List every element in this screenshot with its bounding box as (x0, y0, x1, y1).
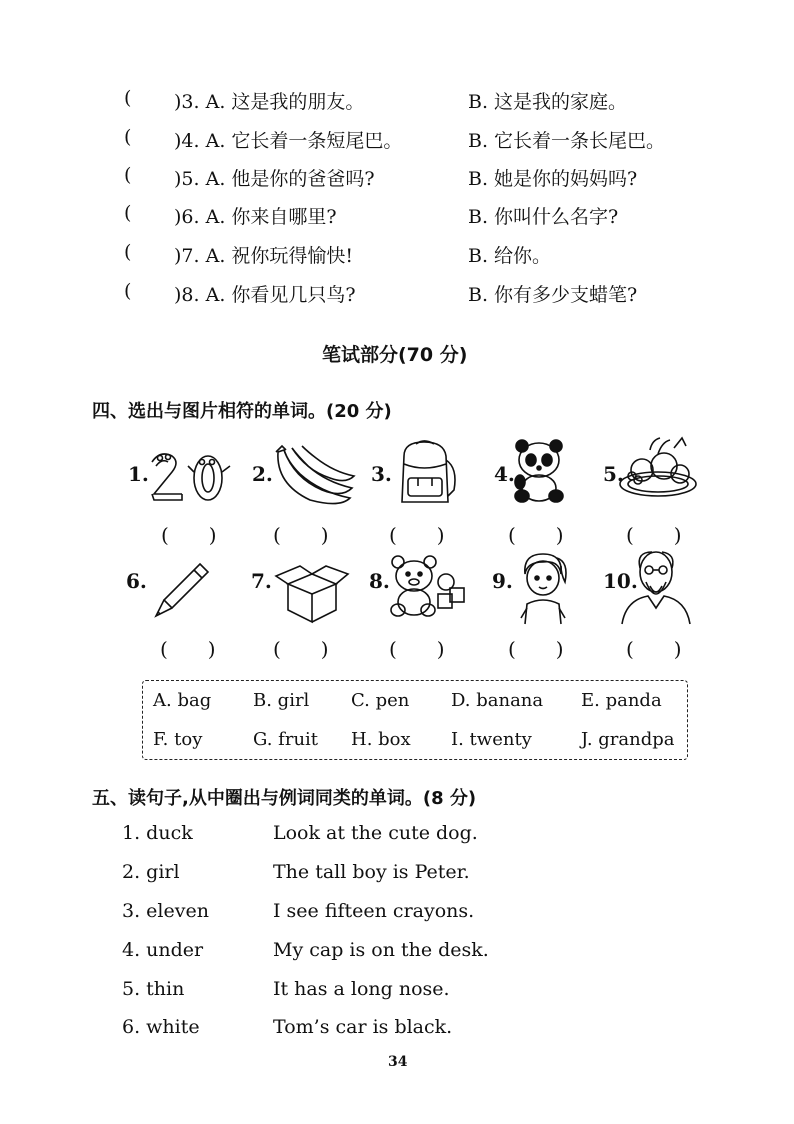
picture-number: 7. (251, 569, 272, 593)
panda-icon (510, 438, 568, 504)
answer-blank[interactable]: ( ) (273, 523, 329, 547)
answer-blank[interactable]: ( ) (626, 523, 682, 547)
picture-number: 3. (371, 462, 392, 486)
example-word: 2. girl (122, 861, 180, 883)
word-option: A. bag (153, 690, 212, 711)
section4-heading: 四、选出与图片相符的单词。(20 分) (92, 401, 392, 422)
word-option: G. fruit (253, 729, 319, 750)
backpack-icon (390, 438, 462, 510)
picture-number: 5. (603, 462, 624, 486)
question-number: )6. A. 你来自哪里? (174, 206, 337, 228)
question-number: )5. A. 他是你的爸爸吗? (174, 168, 375, 190)
example-word: 6. white (122, 1016, 200, 1038)
sentence: Look at the cute dog. (273, 822, 478, 844)
picture-number: 6. (126, 569, 147, 593)
answer-blank[interactable]: ( ) (161, 523, 217, 547)
number-twenty-icon (146, 448, 234, 506)
answer-blank[interactable]: ( ) (508, 523, 564, 547)
word-option: F. toy (153, 729, 203, 750)
option-b: B. 她是你的妈妈吗? (468, 168, 638, 190)
answer-blank[interactable]: ( ) (273, 637, 329, 661)
question-number: )4. A. 它长着一条短尾巴。 (174, 130, 403, 152)
fruit-plate-icon (618, 436, 698, 500)
written-section-title: 笔试部分(70 分) (322, 344, 468, 366)
answer-paren-open: ( (124, 241, 132, 263)
picture-number: 4. (494, 462, 515, 486)
question-number: )7. A. 祝你玩得愉快! (174, 245, 354, 267)
page-number: 34 (388, 1054, 408, 1070)
question-number: )8. A. 你看见几只鸟? (174, 284, 356, 306)
example-word: 5. thin (122, 978, 185, 1000)
banana-icon (270, 444, 356, 510)
picture-number: 1. (128, 462, 149, 486)
option-b: B. 这是我的家庭。 (468, 91, 628, 113)
picture-number: 8. (369, 569, 390, 593)
word-option: B. girl (253, 690, 310, 711)
answer-paren-open: ( (124, 164, 132, 186)
picture-number: 9. (492, 569, 513, 593)
option-b: B. 给你。 (468, 245, 552, 267)
option-b: B. 你叫什么名字? (468, 206, 619, 228)
word-option: J. grandpa (581, 729, 675, 750)
answer-paren-open: ( (124, 87, 132, 109)
box-icon (274, 560, 350, 624)
word-option: H. box (351, 729, 411, 750)
answer-blank[interactable]: ( ) (626, 637, 682, 661)
teddy-bear-toy-icon (388, 554, 468, 618)
pen-icon (152, 560, 212, 620)
sentence: It has a long nose. (273, 978, 450, 1000)
word-option: D. banana (451, 690, 544, 711)
sentence: My cap is on the desk. (273, 939, 489, 961)
question-number: )3. A. 这是我的朋友。 (174, 91, 365, 113)
example-word: 1. duck (122, 822, 193, 844)
answer-paren-open: ( (124, 280, 132, 302)
answer-paren-open: ( (124, 202, 132, 224)
example-word: 4. under (122, 939, 204, 961)
example-word: 3. eleven (122, 900, 209, 922)
sentence: I see fifteen crayons. (273, 900, 475, 922)
picture-number: 2. (252, 462, 273, 486)
option-b: B. 它长着一条长尾巴。 (468, 130, 666, 152)
answer-blank[interactable]: ( ) (508, 637, 564, 661)
section5-heading: 五、读句子,从中圈出与例词同类的单词。(8 分) (92, 788, 477, 809)
answer-blank[interactable]: ( ) (160, 637, 216, 661)
sentence: Tom’s car is black. (273, 1016, 453, 1038)
word-option: C. pen (351, 690, 410, 711)
option-b: B. 你有多少支蜡笔? (468, 284, 638, 306)
picture-number: 10. (603, 569, 638, 593)
word-option: E. panda (581, 690, 662, 711)
answer-paren-open: ( (124, 126, 132, 148)
sentence: The tall boy is Peter. (273, 861, 470, 883)
girl-icon (515, 552, 571, 626)
answer-blank[interactable]: ( ) (389, 523, 445, 547)
answer-blank[interactable]: ( ) (389, 637, 445, 661)
grandpa-icon (618, 548, 694, 624)
word-option: I. twenty (451, 729, 532, 750)
